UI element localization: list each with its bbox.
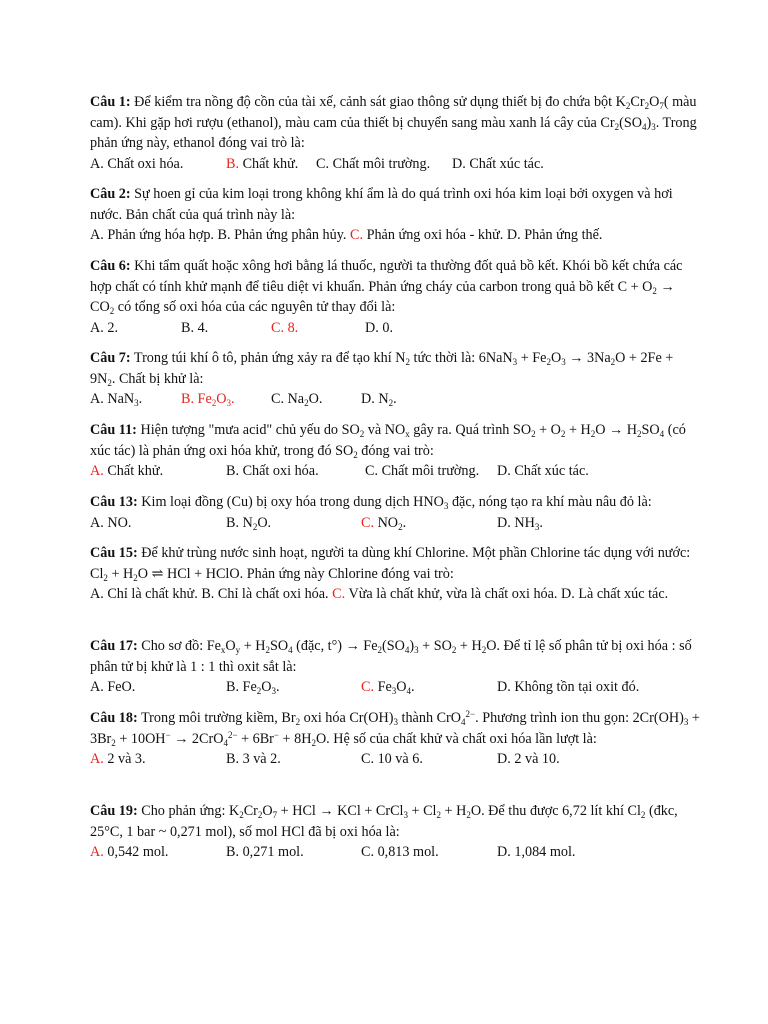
options-row <box>90 318 702 339</box>
question-number: Câu 18: <box>90 710 138 726</box>
option-c[interactable]: C. 0,813 mol. <box>361 844 439 860</box>
option-c[interactable]: C. $NO_2$. <box>361 514 407 532</box>
option-d[interactable]: D. $N_2$. <box>361 391 397 408</box>
question-stem: Câu 2: Sự hoen gỉ của kim loại trong không khí ẩm là do quá trình oxi hóa kim loại bởi oxygen và hơi nước. Bản chất của quá trình này là: <box>90 186 673 223</box>
option-b[interactable]: B. 3 và 2. <box>226 751 281 767</box>
options-row <box>90 677 702 698</box>
option-b[interactable]: B. $Fe_2O_3$. <box>181 391 235 408</box>
question-1 <box>90 92 702 174</box>
option-c[interactable]: C. Chất môi trường. <box>316 155 431 172</box>
question-number: Câu 6: <box>90 258 131 274</box>
option-b[interactable]: B. Chỉ là chất oxi hóa. <box>201 586 329 602</box>
option-b[interactable]: B. Chất oxi hóa. <box>226 463 319 479</box>
question-stem: Câu 6: Khi tẩm quất hoặc xông hơi bằng lá thuốc, người ta thường đốt quả bồ kết. Khói bồ kết chứa các hợp chất có tính khử mạnh để tiêu diệt vi khuẩn. Phản ứng cháy của carbon trong quả bồ kết $C + O_2 \to CO_2$ có tổng số oxi hóa của các nguyên tử thay đổi là: <box>90 258 683 316</box>
question-7 <box>90 348 702 410</box>
option-b[interactable]: B. Chất khử. <box>226 155 299 172</box>
option-c[interactable]: C. Vừa là chất khử, vừa là chất oxi hóa. <box>332 586 558 602</box>
question-stem: Câu 13: Kim loại đồng (Cu) bị oxy hóa trong dung dịch $HNO_3$ đặc, nóng tạo ra khí màu nâu đỏ là: <box>90 494 652 511</box>
question-stem: Câu 15: Để khử trùng nước sinh hoạt, người ta dùng khí Chlorine. Một phần Chlorine tác dụng với nước: $Cl_2 + H_2O$ ⇌ HCl + HClO. Phản ứng này Chlorine đóng vai trò: <box>90 545 691 583</box>
question-number: Câu 15: <box>90 545 138 561</box>
option-a[interactable]: A. Chỉ là chất khử. <box>90 586 198 602</box>
question-number: Câu 19: <box>90 803 138 819</box>
option-d[interactable]: D. 1,084 mol. <box>497 844 576 860</box>
option-a[interactable]: A. 2. <box>90 319 118 336</box>
question-stem: Câu 11: Hiện tượng "mưa acid" chủ yếu do $SO_2$ và $NO_x$ gây ra. Quá trình $SO_2 + O_2 + H_2O \to H_2SO_4$ (có xúc tác) là phản ứng oxi hóa khử, trong đó $SO_2$ đóng vai trò: <box>90 422 686 460</box>
question-number: Câu 13: <box>90 494 138 510</box>
question-stem: Câu 19: Cho phản ứng: $K_2Cr_2O_7$ + HCl → KCl + CrCl$_3$ + $Cl_2 + H_2O$. Để thu được 6,72 lít khí $Cl_2$ (đkc, 25°C, 1 bar ~ 0,271 mol), số mol HCl đã bị oxi hóa là: <box>90 803 678 840</box>
option-a[interactable]: A. FeO. <box>90 679 136 695</box>
option-d[interactable]: D. $NH_3$. <box>497 514 543 532</box>
options-row <box>90 389 702 410</box>
options-row <box>90 749 702 770</box>
option-a[interactable]: A. 0,542 mol. <box>90 844 169 860</box>
option-b[interactable]: B. $Fe_2O_3$. <box>226 679 280 696</box>
options-inline <box>90 584 702 605</box>
option-a[interactable]: A. NaN$_3$. <box>90 391 143 408</box>
question-19 <box>90 801 702 863</box>
option-d[interactable]: D. Phản ứng thế. <box>506 227 603 243</box>
options-row <box>90 461 702 482</box>
question-18 <box>90 708 702 770</box>
option-b[interactable]: B. 4. <box>181 319 209 336</box>
options-row <box>90 513 702 534</box>
question-number: Câu 1: <box>90 94 131 110</box>
option-b[interactable]: B. Phản ứng phân hủy. <box>217 227 347 243</box>
option-a[interactable]: A. Chất oxi hóa. <box>90 155 184 172</box>
option-b[interactable]: B. 0,271 mol. <box>226 844 304 860</box>
question-number: Câu 7: <box>90 350 131 366</box>
question-number: Câu 17: <box>90 638 138 654</box>
option-d[interactable]: D. 2 và 10. <box>497 751 560 767</box>
question-number: Câu 11: <box>90 422 137 438</box>
option-a[interactable]: A. Phản ứng hóa hợp. <box>90 227 214 243</box>
question-stem: Câu 17: Cho sơ đồ: $Fe_xO_y + H_2SO_4$ (đặc, $t^\circ) \to Fe_2(SO_4)_3 + SO_2 + H_2O$. Để tỉ lệ số phân tử bị oxi hóa : số phân tử bị khử là 1 : 1 thì oxit sắt là: <box>90 638 692 675</box>
option-c[interactable]: C. Chất môi trường. <box>365 463 480 479</box>
question-13 <box>90 492 702 533</box>
question-stem: Câu 7: Trong túi khí ô tô, phản ứng xảy ra để tạo khí $N_2$ tức thời là: $6NaN_3 + Fe_2O_3 \to 3Na_2O + 2Fe + 9N_2$. Chất bị khử là: <box>90 350 674 388</box>
question-6 <box>90 256 702 338</box>
option-a[interactable]: A. NO. <box>90 514 132 531</box>
option-c[interactable]: C. $Na_2O$. <box>271 391 323 408</box>
options-row <box>90 154 702 175</box>
option-b[interactable]: B. $N_2O$. <box>226 514 272 532</box>
options-row <box>90 842 702 863</box>
option-d[interactable]: D. 0. <box>365 319 393 336</box>
option-c[interactable]: C. 8. <box>271 319 299 336</box>
option-a[interactable]: A. 2 và 3. <box>90 751 146 767</box>
option-d[interactable]: D. Không tồn tại oxit đó. <box>497 679 640 695</box>
question-2 <box>90 184 702 246</box>
option-d[interactable]: D. Chất xúc tác. <box>497 463 589 479</box>
option-d[interactable]: D. Chất xúc tác. <box>452 155 544 172</box>
option-a[interactable]: A. Chất khử. <box>90 463 164 479</box>
question-number: Câu 2: <box>90 186 131 202</box>
option-c[interactable]: C. $Fe_3O_4$. <box>361 679 415 696</box>
question-17 <box>90 636 702 698</box>
question-11 <box>90 420 702 482</box>
question-stem: Câu 18: Trong môi trường kiềm, $Br_2$ oxi hóa $Cr(OH)_3$ thành CrO$_4^{2-}$. Phương trình ion thu gọn: $2Cr(OH)_3 + 3Br_2 + 10OH^- \to 2CrO_4^{2-} + 6Br^- + 8H_2O$. Hệ số của chất khử và chất oxi hóa lần lượt là: <box>90 709 700 748</box>
option-c[interactable]: C. 10 và 6. <box>361 751 423 767</box>
option-c[interactable]: C. Phản ứng oxi hóa - khử. <box>350 227 504 243</box>
question-stem: Câu 1: Để kiểm tra nồng độ cồn của tài xế, cảnh sát giao thông sử dụng thiết bị đo chứa bột $K_2Cr_2O_7$( màu cam). Khi gặp hơi rượu (ethanol), màu cam của thiết bị chuyển sang màu xanh lá cây của $Cr_2(SO_4)_3$. Trong phản ứng này, ethanol đóng vai trò là: <box>90 94 697 151</box>
option-d[interactable]: D. Là chất xúc tác. <box>561 586 669 602</box>
options-inline <box>90 225 702 246</box>
question-15 <box>90 543 702 605</box>
